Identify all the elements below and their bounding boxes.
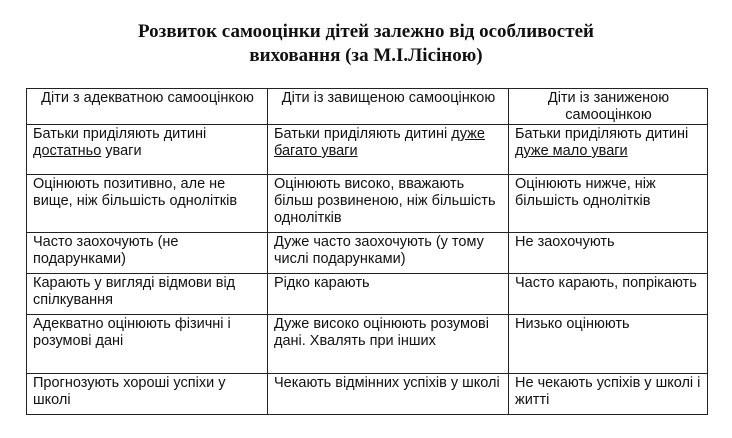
cell-text: Батьки приділяють дитині bbox=[515, 126, 689, 142]
table-cell: Адекватно оцінюють фізичні і розумові дані bbox=[27, 315, 268, 374]
table-cell: Рідко карають bbox=[268, 274, 509, 315]
table-row bbox=[27, 274, 708, 315]
table-row bbox=[27, 125, 708, 175]
title-line-1: Розвиток самооцінки дітей залежно від особливостей bbox=[138, 21, 594, 42]
table-header-row bbox=[27, 89, 708, 125]
cell-text: уваги bbox=[101, 143, 142, 159]
cell-emphasis: дуже багато уваги bbox=[274, 126, 485, 159]
header-adequate: Діти з адекватною самооцінкою bbox=[27, 89, 268, 125]
cell-text: Батьки приділяють дитині bbox=[274, 126, 452, 142]
table-cell: Оцінюють позитивно, але не вище, ніж більшість однолітків bbox=[27, 175, 268, 233]
table-row bbox=[27, 233, 708, 274]
table-cell: Дуже високо оцінюють розумові дані. Хвалять при інших bbox=[268, 315, 509, 374]
table-row bbox=[27, 374, 708, 415]
table-cell bbox=[27, 125, 268, 175]
document-title bbox=[0, 20, 732, 68]
table-cell bbox=[509, 125, 708, 175]
header-inflated: Діти із завищеною самооцінкою bbox=[268, 89, 509, 125]
table-cell: Низько оцінюють bbox=[509, 315, 708, 374]
comparison-table bbox=[26, 88, 708, 415]
cell-emphasis: дуже мало уваги bbox=[515, 143, 628, 159]
table-cell: Не заохочують bbox=[509, 233, 708, 274]
table-cell: Чекають відмінних успіхів у школі bbox=[268, 374, 509, 415]
table-cell: Часто карають, попрікають bbox=[509, 274, 708, 315]
table-row bbox=[27, 315, 708, 374]
table-cell: Карають у вигляді відмови від спілкування bbox=[27, 274, 268, 315]
table-cell: Оцінюють високо, вважають більш розвиненою, ніж більшість однолітків bbox=[268, 175, 509, 233]
table-cell bbox=[268, 125, 509, 175]
table-cell: Оцінюють нижче, ніж більшість однолітків bbox=[509, 175, 708, 233]
cell-emphasis: достатньо bbox=[33, 143, 102, 159]
table-row bbox=[27, 175, 708, 233]
table-cell: Не чекають успіхів у школі і житті bbox=[509, 374, 708, 415]
table-cell: Дуже часто заохочують (у тому числі подарунками) bbox=[268, 233, 509, 274]
header-low: Діти із заниженою самооцінкою bbox=[509, 89, 708, 125]
table-cell: Часто заохочують (не подарунками) bbox=[27, 233, 268, 274]
table-cell: Прогнозують хороші успіхи у школі bbox=[27, 374, 268, 415]
title-line-2: виховання (за М.І.Лісіною) bbox=[249, 45, 483, 66]
cell-text: Батьки приділяють дитині bbox=[33, 126, 207, 142]
